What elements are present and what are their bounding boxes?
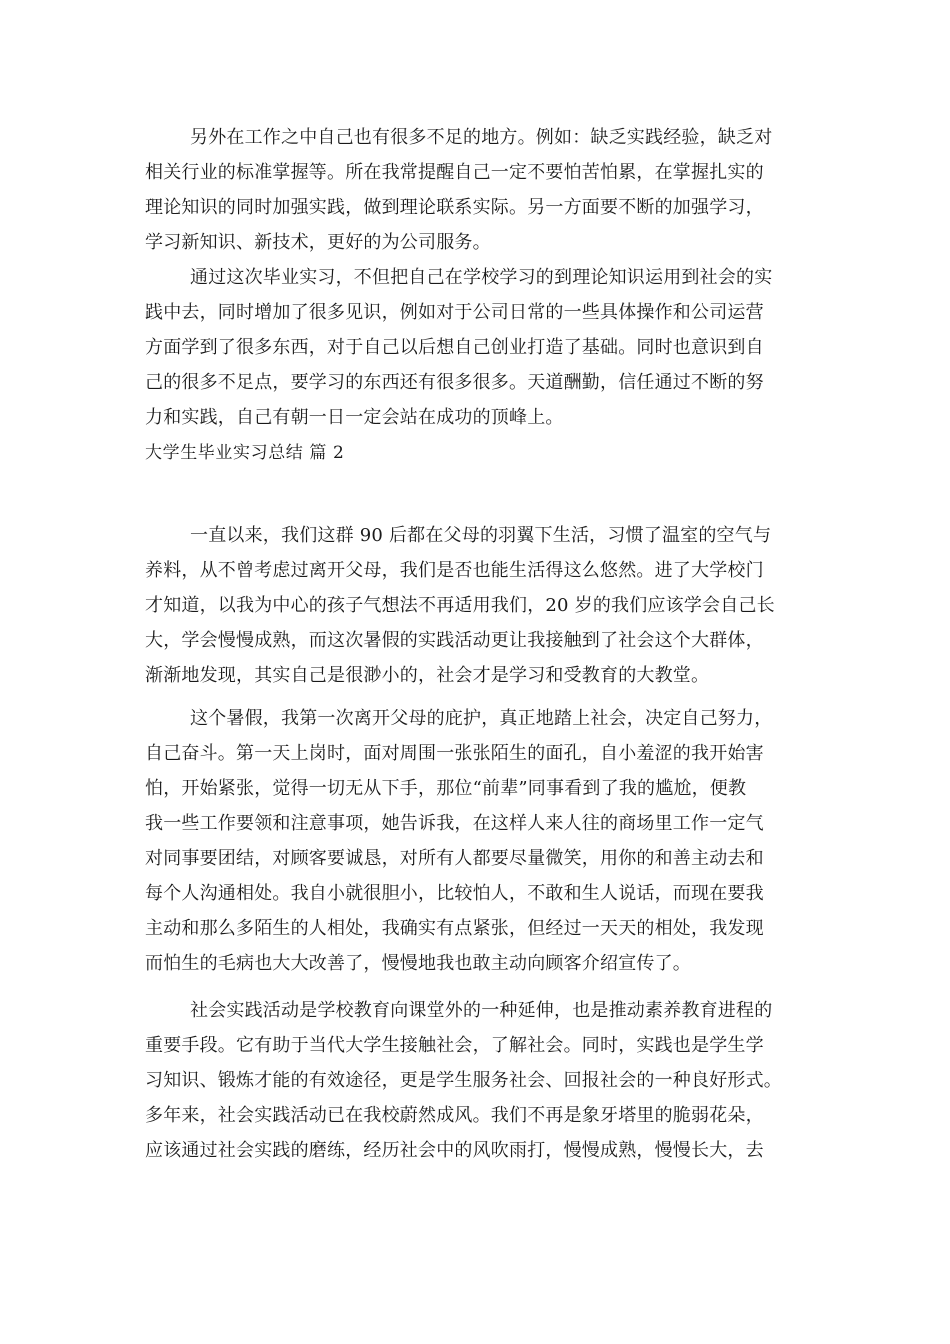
paragraph-line: 习知识、锻炼才能的有效途径，更是学生服务社会、回报社会的一种良好形式。 (145, 1070, 782, 1091)
paragraph-line: 力和实践，自己有朝一日一定会站在成功的顶峰上。 (145, 407, 564, 428)
paragraph-line: 渐渐地发现，其实自己是很渺小的，社会才是学习和受教育的大教堂。 (145, 665, 710, 686)
paragraph-line: 己的很多不足点，要学习的东西还有很多很多。天道酬勤，信任通过不断的努 (145, 372, 764, 393)
paragraph-line: 每个人沟通相处。我自小就很胆小，比较怕人，不敢和生人说话，而现在要我 (145, 883, 764, 904)
section-heading: 大学生毕业实习总结 篇 2 (145, 443, 345, 463)
paragraph-line: 养料，从不曾考虑过离开父母，我们是否也能生活得这么悠然。进了大学校门 (145, 560, 764, 581)
paragraph-line: 主动和那么多陌生的人相处，我确实有点紧张，但经过一天天的相处，我发现 (145, 918, 764, 939)
paragraph-line: 通过这次毕业实习，不但把自己在学校学习的到理论知识运用到社会的实 (190, 267, 773, 288)
paragraph-line: 而怕生的毛病也大大改善了，慢慢地我也敢主动向顾客介绍宣传了。 (145, 953, 691, 974)
paragraph-line: 一直以来，我们这群 90 后都在父母的羽翼下生活，习惯了温室的空气与 (190, 525, 772, 546)
paragraph-line: 多年来，社会实践活动已在我校蔚然成风。我们不再是象牙塔里的脆弱花朵， (145, 1105, 764, 1126)
paragraph-line: 践中去，同时增加了很多见识，例如对于公司日常的一些具体操作和公司运营 (145, 302, 764, 323)
paragraph-line: 应该通过社会实践的磨练，经历社会中的风吹雨打，慢慢成熟，慢慢长大，去 (145, 1140, 764, 1161)
paragraph-line: 相关行业的标准掌握等。所在我常提醒自己一定不要怕苦怕累，在掌握扎实的 (145, 162, 764, 183)
paragraph-line: 这个暑假，我第一次离开父母的庇护，真正地踏上社会，决定自己努力， (190, 708, 773, 729)
paragraph-line: 另外在工作之中自己也有很多不足的地方。例如：缺乏实践经验，缺乏对 (190, 127, 773, 148)
paragraph-line: 理论知识的同时加强实践，做到理论联系实际。另一方面要不断的加强学习， (145, 197, 764, 218)
paragraph-line: 我一些工作要领和注意事项，她告诉我，在这样人来人往的商场里工作一定气 (145, 813, 764, 834)
paragraph-line: 重要手段。它有助于当代大学生接触社会，了解社会。同时，实践也是学生学 (145, 1035, 764, 1056)
paragraph-line: 社会实践活动是学校教育向课堂外的一种延伸，也是推动素养教育进程的 (190, 1000, 773, 1021)
paragraph-line: 学习新知识、新技术，更好的为公司服务。 (145, 232, 491, 253)
paragraph-line: 大，学会慢慢成熟，而这次暑假的实践活动更让我接触到了社会这个大群体， (145, 630, 764, 651)
paragraph-line: 方面学到了很多东西，对于自己以后想自己创业打造了基础。同时也意识到自 (145, 337, 764, 358)
paragraph-line: 自己奋斗。第一天上岗时，面对周围一张张陌生的面孔，自小羞涩的我开始害 (145, 743, 764, 764)
paragraph-line: 怕，开始紧张，觉得一切无从下手，那位“前辈”同事看到了我的尴尬，便教 (145, 778, 747, 799)
paragraph-line: 才知道，以我为中心的孩子气想法不再适用我们，20 岁的我们应该学会自己长 (145, 595, 775, 616)
paragraph-line: 对同事要团结，对顾客要诚恳，对所有人都要尽量微笑，用你的和善主动去和 (145, 848, 764, 869)
